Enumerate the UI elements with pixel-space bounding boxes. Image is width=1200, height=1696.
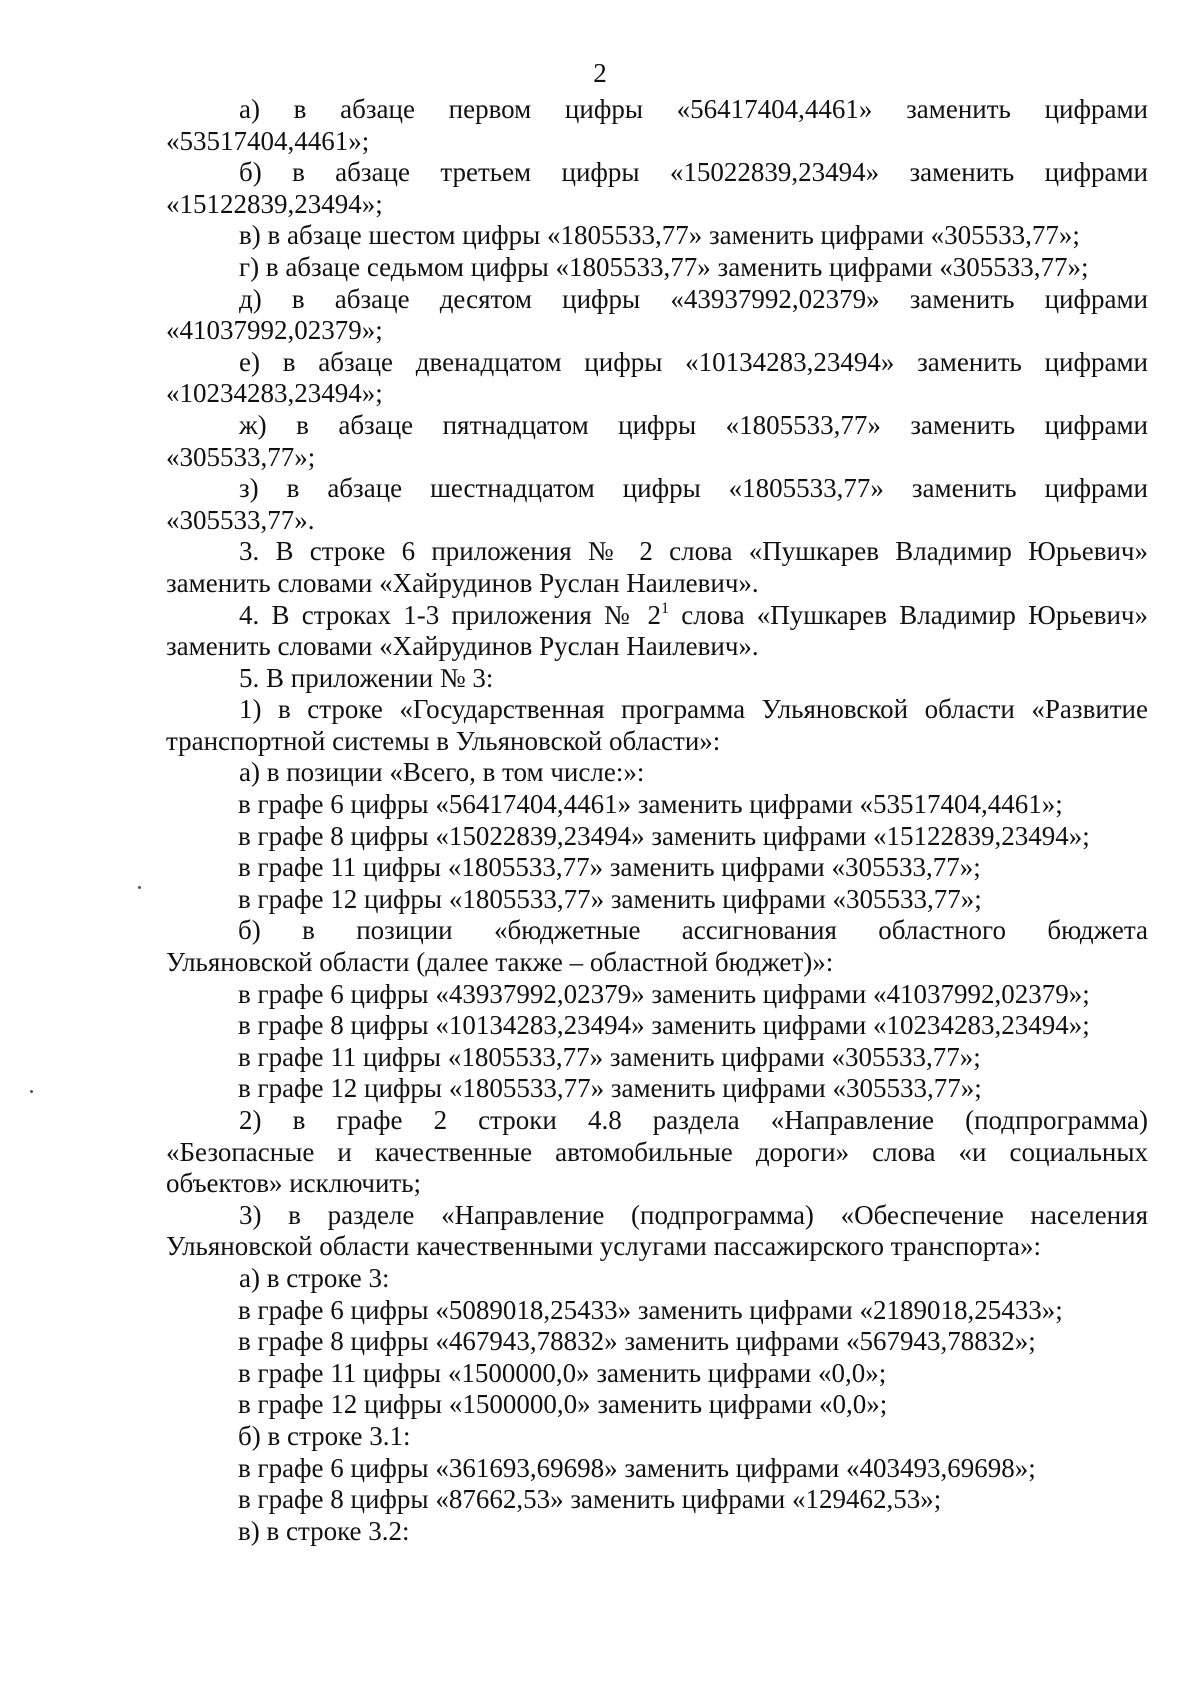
item-3-line1: 3. В строке 6 приложения № 2 слова «Пушкарев Владимир Юрьевич» [239,536,1148,567]
item-4-text-end: слова «Пушкарев Владимир Юрьевич» [669,599,1148,630]
amend-zh-line1: ж) в абзаце пятнадцатом цифры «1805533,77» заменить цифрами [239,409,1148,440]
item-5-2-line3: объектов» исключить; [166,1168,422,1199]
item-4-text-start: 4. В строках 1-3 приложения № 2 [239,599,661,630]
position-budget-line1: б) в позиции «бюджетные ассигнования областного бюджета [238,915,1148,946]
item-3-line2: заменить словами «Хайрудинов Руслан Наилевич». [166,567,759,598]
row-3-column-12: в графе 12 цифры «1500000,0» заменить цифрами «0,0»; [238,1389,888,1420]
row-3-1-heading: б) в строке 3.1: [238,1420,411,1451]
row-3-2-heading: в) в строке 3.2: [238,1515,410,1546]
total-column-11: в графе 11 цифры «1805533,77» заменить цифрами «305533,77»; [238,852,981,883]
item-5-2-line2: «Безопасные и качественные автомобильные дороги» слова «и социальных [166,1136,1148,1167]
row-3-column-6: в графе 6 цифры «5089018,25433» заменить цифрами «2189018,25433»; [238,1294,1063,1325]
document-body [166,94,1148,1547]
item-5-1-line1: 1) в строке «Государственная программа Ульяновской области «Развитие [239,694,1148,725]
item-5-3-line1: 3) в разделе «Направление (подпрограмма) «Обеспечение населения [239,1199,1148,1230]
amend-z-line2: «305533,77». [166,504,315,535]
item-5-1-line2: транспортной системы в Ульяновской области»: [166,725,721,756]
total-column-6: в графе 6 цифры «56417404,4461» заменить цифрами «53517404,4461»; [238,789,1063,820]
item-5-3-line2: Ульяновской области качественными услугами пассажирского транспорта»: [166,1231,1042,1262]
page-number: 2 [593,58,607,88]
amend-a-line2: «53517404,4461»; [166,125,370,156]
budget-column-12: в графе 12 цифры «1805533,77» заменить цифрами «305533,77»; [238,1073,982,1104]
amend-e-line2: «10234283,23494»; [166,378,383,409]
scan-speck [30,1090,33,1093]
row-3-1-column-6: в графе 6 цифры «361693,69698» заменить цифрами «403493,69698»; [238,1452,1036,1483]
item-4-line2: заменить словами «Хайрудинов Руслан Наилевич». [166,631,759,662]
position-budget-line2: Ульяновской области (далее также – областной бюджет)»: [166,947,834,978]
amend-b-line2: «15122839,23494»; [166,188,383,219]
row-3-column-8: в графе 8 цифры «467943,78832» заменить цифрами «567943,78832»; [238,1326,1036,1357]
row-3-heading: а) в строке 3: [239,1262,390,1293]
amend-a-line1: а) в абзаце первом цифры «56417404,4461» заменить цифрами [239,94,1148,124]
position-total: а) в позиции «Всего, в том числе:»: [239,757,645,788]
total-column-12: в графе 12 цифры «1805533,77» заменить цифрами «305533,77»; [238,883,982,914]
amend-g: г) в абзаце седьмом цифры «1805533,77» заменить цифрами «305533,77»; [239,251,1089,282]
budget-column-11: в графе 11 цифры «1805533,77» заменить цифрами «305533,77»; [238,1041,981,1072]
item-4-line1 [166,600,1148,632]
row-3-column-11: в графе 11 цифры «1500000,0» заменить цифрами «0,0»; [238,1357,887,1388]
amend-v: в) в абзаце шестом цифры «1805533,77» заменить цифрами «305533,77»; [239,220,1080,251]
amend-d-line1: д) в абзаце десятом цифры «43937992,02379» заменить цифрами [239,283,1148,314]
item-4-superscript: 1 [661,599,669,617]
row-3-1-column-8: в графе 8 цифры «87662,53» заменить цифрами «129462,53»; [238,1484,942,1515]
amend-e-line1: е) в абзаце двенадцатом цифры «10134283,23494» заменить цифрами [239,346,1148,377]
scan-speck [138,886,141,889]
amend-z-line1: з) в абзаце шестнадцатом цифры «1805533,77» заменить цифрами [239,473,1148,504]
item-5: 5. В приложении № 3: [239,662,494,693]
amend-d-line2: «41037992,02379»; [166,315,383,346]
total-column-8: в графе 8 цифры «15022839,23494» заменить цифрами «15122839,23494»; [238,820,1090,851]
budget-column-6: в графе 6 цифры «43937992,02379» заменить цифрами «41037992,02379»; [238,978,1090,1009]
amend-zh-line2: «305533,77»; [166,441,316,472]
budget-column-8: в графе 8 цифры «10134283,23494» заменить цифрами «10234283,23494»; [238,1010,1090,1041]
item-5-2-line1: 2) в графе 2 строки 4.8 раздела «Направление (подпрограмма) [239,1105,1148,1135]
amend-b-line1: б) в абзаце третьем цифры «15022839,23494» заменить цифрами [239,157,1148,188]
